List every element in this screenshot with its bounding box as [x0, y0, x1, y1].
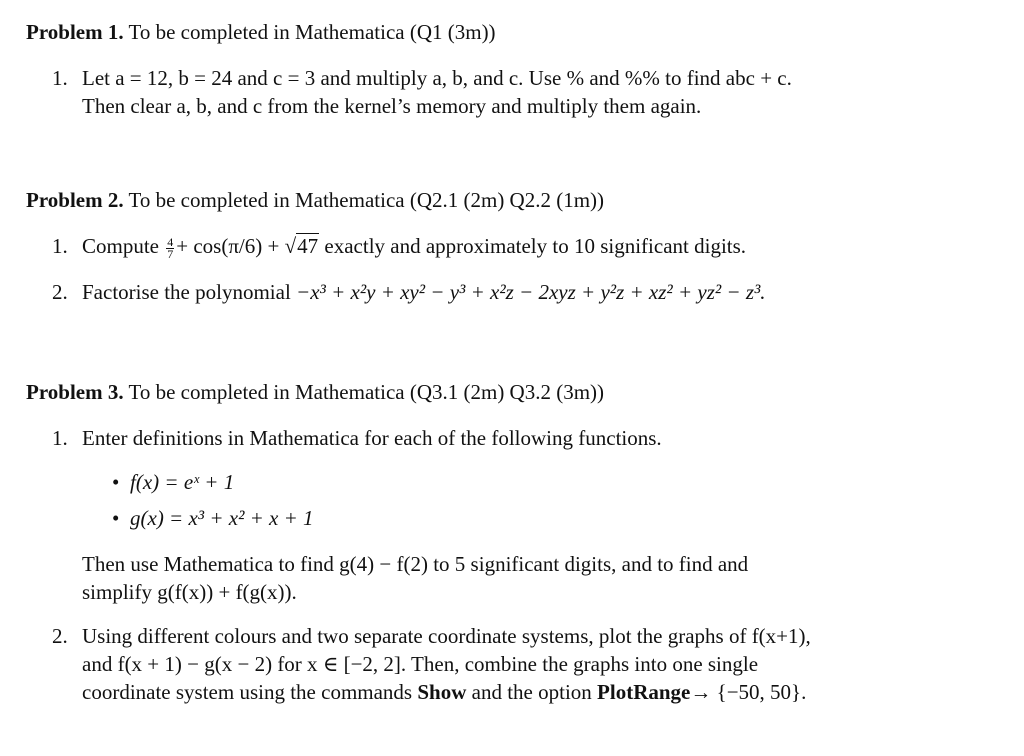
problem-3-item-1 — [26, 424, 998, 606]
fraction — [166, 234, 174, 261]
item-line: and f(x + 1) − g(x − 2) for x ∈ [−2, 2]. Then, combine the graphs into one single — [82, 652, 759, 676]
item-line: Let a = 12, b = 24 and c = 3 and multiply a, b, and c. Use % and %% to find abc + c. — [82, 66, 792, 90]
problem-1-item-1 — [26, 64, 998, 120]
fraction-denominator: 7 — [167, 246, 174, 261]
problem-2-heading — [26, 186, 998, 214]
sqrt-radicand: 47 — [297, 234, 319, 258]
item-number: 2. — [52, 624, 68, 648]
item-number: 2. — [52, 280, 68, 304]
problem-3-heading — [26, 378, 998, 406]
item-number: 1. — [52, 66, 68, 90]
function-list — [82, 464, 998, 536]
show-line-middle: and the option — [471, 680, 592, 704]
plotrange-value: → {−50, 50}. — [690, 680, 807, 704]
show-command: Show — [417, 680, 467, 704]
item-number: 1. — [52, 234, 68, 258]
problem-2-label: Problem 2. — [26, 188, 124, 212]
problem-3 — [26, 378, 998, 706]
item-line: Then use Mathematica to find g(4) − f(2) to 5 significant digits, and to find and — [82, 552, 749, 576]
item-line — [82, 232, 998, 260]
expression-middle: + cos(π/6) + — [176, 234, 280, 258]
show-line-prefix: coordinate system using the commands — [82, 680, 413, 704]
problem-2-intro: To be completed in Mathematica (Q2.1 (2m) Q2.2 (1m)) — [128, 188, 605, 212]
function-g-definition: • g(x) = x³ + x² + x + 1 — [82, 500, 998, 536]
compute-prefix: Compute — [82, 234, 159, 258]
problem-1-label: Problem 1. — [26, 20, 124, 44]
problem-3-label: Problem 3. — [26, 380, 124, 404]
item-line: simplify g(f(x)) + f(g(x)). — [82, 580, 297, 604]
problem-2 — [26, 186, 998, 306]
problem-3-item-2 — [26, 622, 998, 706]
item-number: 1. — [52, 426, 68, 450]
item-line — [82, 678, 998, 706]
problem-1-heading — [26, 18, 998, 46]
factorise-prefix: Factorise the polynomial — [82, 280, 291, 304]
item-line — [82, 278, 998, 306]
followup-paragraph — [82, 550, 998, 606]
compute-suffix: exactly and approximately to 10 significant digits. — [324, 234, 747, 258]
item-line: Enter definitions in Mathematica for each of the following functions. — [82, 426, 662, 450]
item-line: Using different colours and two separate coordinate systems, plot the graphs of f(x+1), — [82, 624, 811, 648]
problem-1-intro: To be completed in Mathematica (Q1 (3m)) — [128, 20, 496, 44]
problem-2-item-1 — [26, 232, 998, 260]
function-f-definition: • f(x) = eˣ + 1 — [82, 464, 998, 500]
plotrange-option: PlotRange — [597, 680, 691, 704]
problem-2-item-2 — [26, 278, 998, 306]
problem-3-intro: To be completed in Mathematica (Q3.1 (2m) Q3.2 (3m)) — [128, 380, 605, 404]
square-root: √47 — [284, 234, 319, 258]
polynomial: −x³ + x²y + xy² − y³ + x²z − 2xyz + y²z + xz² + yz² − z³. — [296, 280, 766, 304]
fraction-numerator: 4 — [167, 234, 174, 249]
item-line: Then clear a, b, and c from the kernel’s memory and multiply them again. — [82, 94, 702, 118]
problem-1 — [26, 18, 998, 120]
